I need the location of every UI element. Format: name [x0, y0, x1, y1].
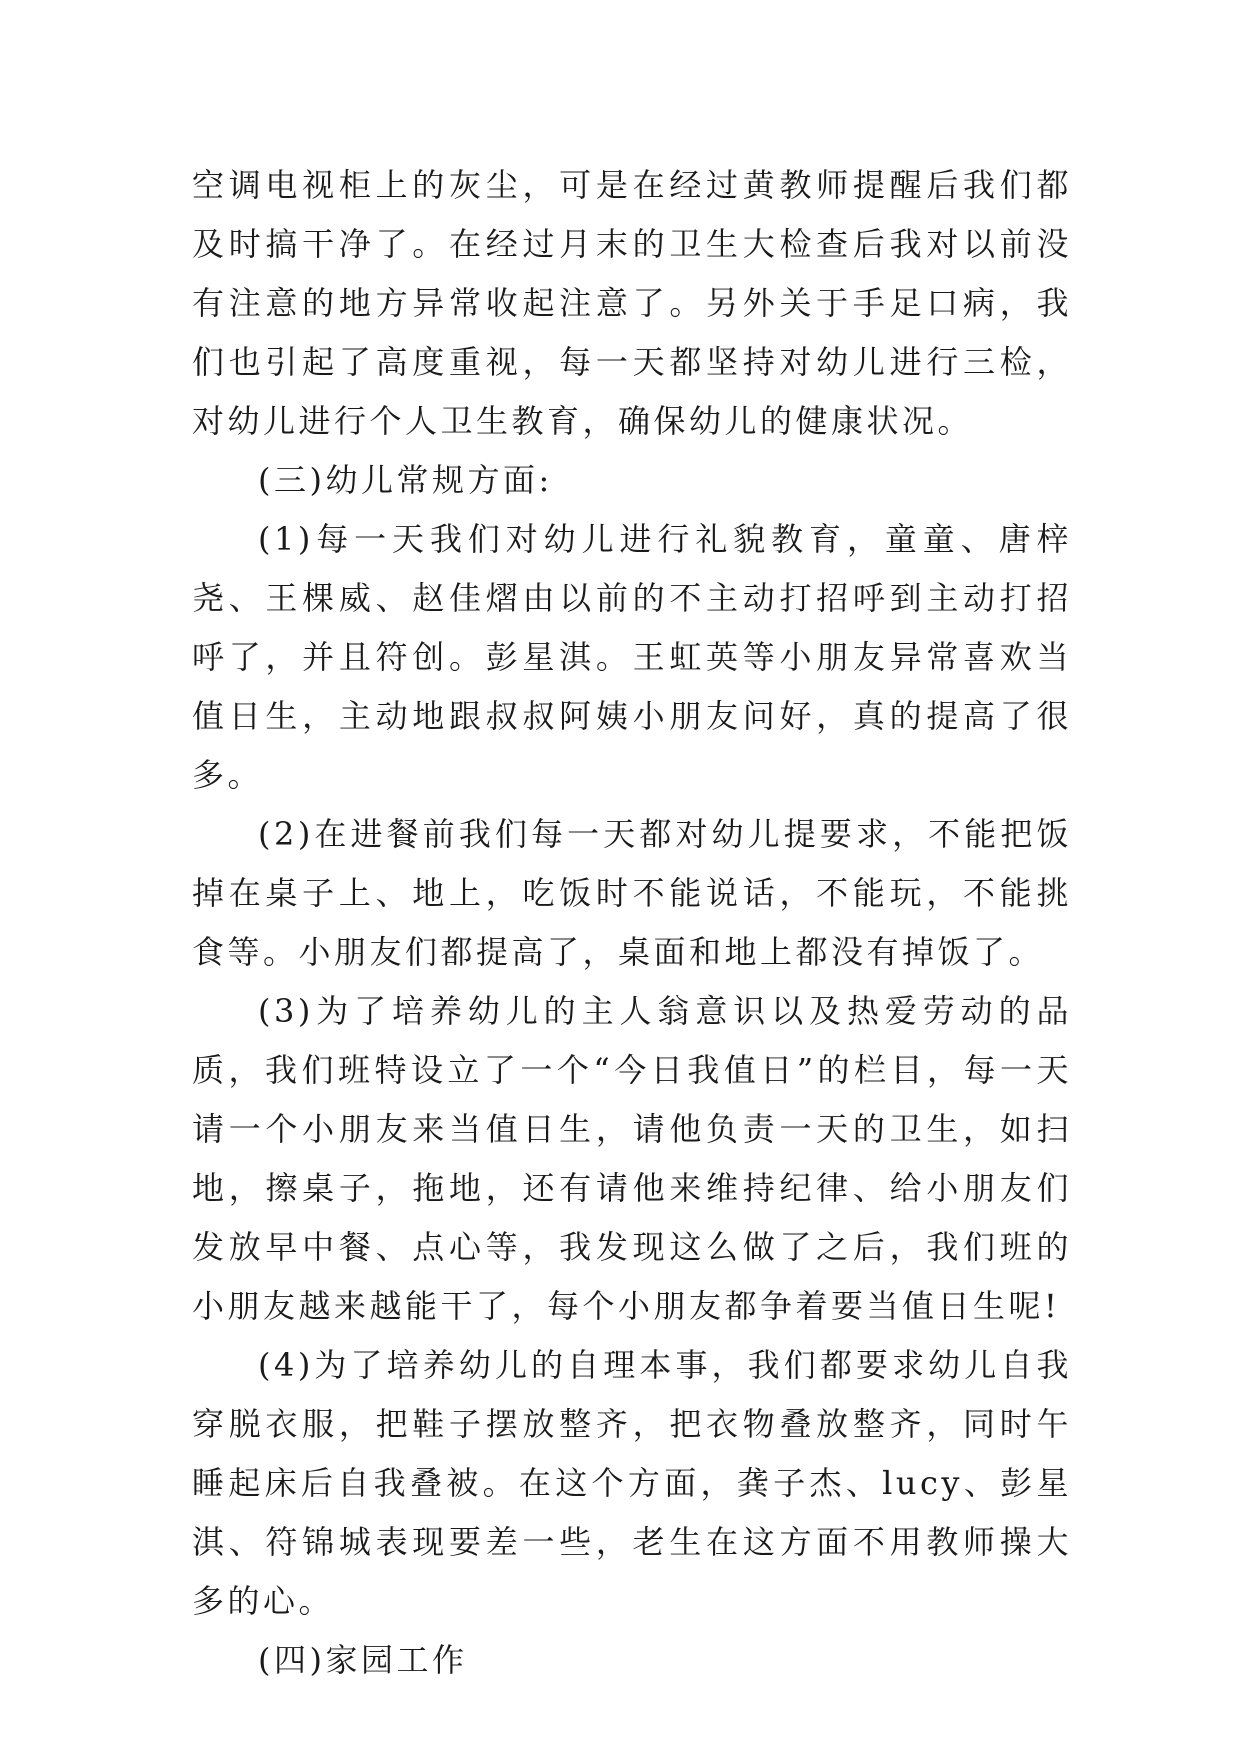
paragraph-item-2-meals: (2)在进餐前我们每一天都对幼儿提要求，不能把饭掉在桌子上、地上，吃饭时不能说话，不能玩，不能挑食等。小朋友们都提高了，桌面和地上都没有掉饭了。: [192, 815, 1072, 971]
paragraph-item-1-manners: (1)每一天我们对幼儿进行礼貌教育，童童、唐梓尧、王棵威、赵佳熠由以前的不主动打招呼到主动打招呼了，并且符创。彭星淇。王虹英等小朋友异常喜欢当值日生，主动地跟叔叔阿姨小朋友问好，真的提高了很多。: [192, 520, 1072, 794]
section-heading-routine: (三)幼儿常规方面:: [258, 461, 553, 499]
paragraph-item-3-duty: (3)为了培养幼儿的主人翁意识以及热爱劳动的品质，我们班特设立了一个“今日我值日”的栏目，每一天请一个小朋友来当值日生，请他负责一天的卫生，如扫地，擦桌子，拖地，还有请他来维持纪律、给小朋友们发放早中餐、点心等，我发现这么做了之后，我们班的小朋友越来越能干了，每个小朋友都争着要当值日生呢!: [192, 992, 1072, 1325]
document-body: [192, 156, 1072, 1690]
paragraph-item-4-self-care: (4)为了培养幼儿的自理本事，我们都要求幼儿自我穿脱衣服，把鞋子摆放整齐，把衣物叠放整齐，同时午睡起床后自我叠被。在这个方面，龚子杰、lucy、彭星淇、符锦城表现要差一些，老生在这方面不用教师操大多的心。: [192, 1346, 1072, 1620]
paragraph-hygiene-continued: 空调电视柜上的灰尘，可是在经过黄教师提醒后我们都及时搞干净了。在经过月末的卫生大检查后我对以前没有注意的地方异常收起注意了。另外关于手足口病，我们也引起了高度重视，每一天都坚持对幼儿进行三检，对幼儿进行个人卫生教育，确保幼儿的健康状况。: [192, 166, 1072, 440]
section-heading-home-school: (四)家园工作: [258, 1641, 468, 1679]
